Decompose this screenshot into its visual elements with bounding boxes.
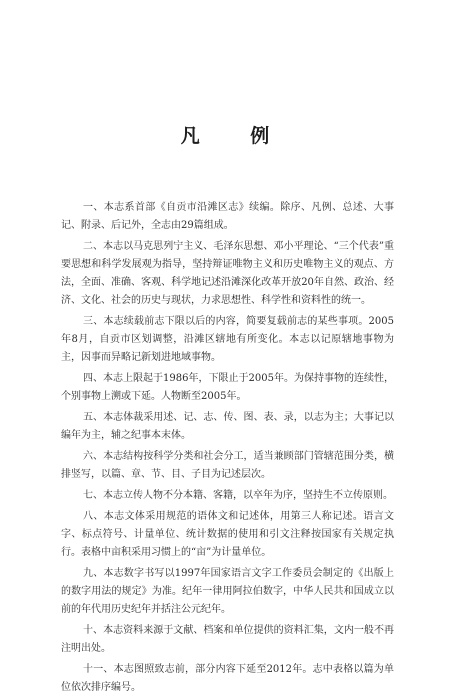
document-body — [61, 199, 394, 700]
paragraph-1: 一、本志系首部《自贡市沿滩区志》续编。除序、凡例、总述、大事记、附录、后记外，全志由29篇组成。 — [61, 202, 394, 231]
paragraph-3: 三、本志续载前志下限以后的内容，简要复载前志的某些事项。2005年8月，自贡市区划调整，沿滩区辖地有所变化。本志以记原辖地事物为主，因事而异略记新划进地域事物。 — [61, 316, 394, 363]
paragraph-10: 十、本志资料来源于文献、档案和单位提供的资料汇集，文内一般不再注明出处。 — [61, 625, 394, 654]
paragraph-11: 十一、本志图照致志前，部分内容下延至2012年。志中表格以篇为单位依次排序编号。 — [61, 664, 394, 693]
paragraph-5: 五、本志体裁采用述、记、志、传、图、表、录，以志为主；大事记以编年为主，辅之纪事本末体。 — [61, 412, 394, 441]
paragraph-4: 四、本志上限起于1986年，下限止于2005年。为保持事物的连续性，个别事物上溯或下延。人物断至2005年。 — [61, 373, 394, 402]
paragraph-7: 七、本志立传人物不分本籍、客籍，以卒年为序，坚持生不立传原则。 — [83, 490, 393, 501]
paragraph-6: 六、本志结构按科学分类和社会分工，适当兼顾部门管辖范围分类，横排竖写，以篇、章、节、目、子目为记述层次。 — [61, 451, 394, 480]
paragraph-2: 二、本志以马克思列宁主义、毛泽东思想、邓小平理论、“三个代表”重要思想和科学发展观为指导，坚持辩证唯物主义和历史唯物主义的观点、方法，全面、准确、客观、科学地记述沿滩深化改革开放20年自然、政治、经济、文化、社会的历史与现状，力求思想性、科学性和资料性的统一。 — [61, 241, 394, 306]
page-title: 凡 例 — [180, 125, 292, 147]
paragraph-8: 八、本志文体采用规范的语体文和记述体，用第三人称记述。语言文字、标点符号、计量单位、统计数据的使用和引文注释按国家有关规定执行。表格中亩积采用习惯上的“亩”为计量单位。 — [61, 511, 394, 558]
paragraph-9: 九、本志数字书写以1997年国家语言文字工作委员会制定的《出版上的数字用法的规定》为准。纪年一律用阿拉伯数字，中华人民共和国成立以前的年代用历史纪年并括注公元纪年。 — [61, 568, 394, 615]
